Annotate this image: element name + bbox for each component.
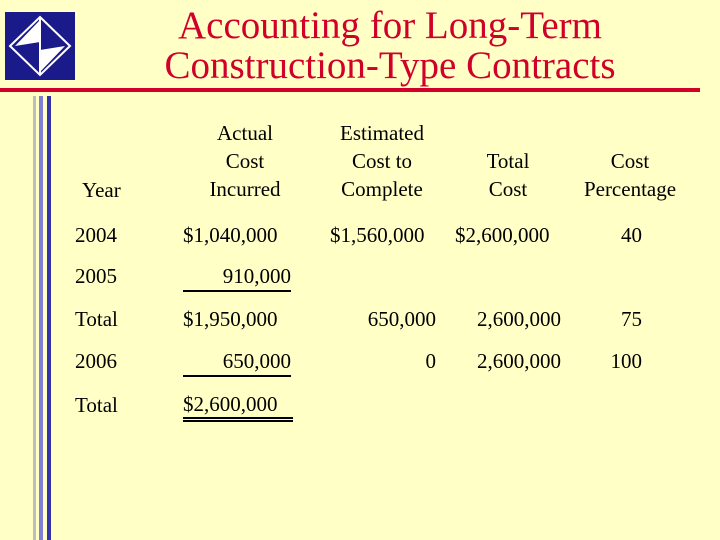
header-percentage-line: Cost	[610, 149, 650, 173]
decorative-bar	[39, 96, 43, 540]
row-total-cost: 2,600,000	[477, 349, 561, 373]
logo-icon	[5, 12, 75, 80]
row-estimated-cost: $1,560,000	[330, 223, 425, 247]
title-divider	[0, 88, 700, 92]
row-year: 2006	[75, 349, 117, 373]
row-actual-cost: 650,000	[183, 347, 291, 377]
row-year: 2004	[75, 223, 117, 247]
header-percentage-line: Percentage	[583, 177, 677, 201]
row-cost-percentage: 75	[621, 307, 642, 331]
header-cost-percentage	[565, 147, 695, 203]
header-estimated-line: Cost to	[351, 149, 413, 173]
decorative-bar	[47, 96, 51, 540]
title-line-2: Construction-Type Contracts	[164, 44, 616, 87]
header-total-cost	[458, 147, 558, 203]
row-actual-cost: $1,040,000	[183, 223, 278, 247]
row-estimated-cost: 0	[425, 349, 436, 373]
row-cost-percentage: 40	[621, 223, 642, 247]
page-title	[85, 6, 695, 86]
header-estimated-cost	[312, 119, 452, 203]
title-line-1: Accounting for Long-Term	[178, 4, 602, 47]
header-actual-line: Cost	[225, 149, 265, 173]
row-actual-cost: $2,600,000	[183, 391, 293, 422]
header-actual-line: Actual	[217, 121, 273, 145]
row-actual-cost: $1,950,000	[183, 307, 278, 331]
header-estimated-line: Estimated	[340, 121, 424, 145]
row-year: 2005	[75, 264, 117, 288]
row-year: Total	[75, 393, 118, 417]
header-total-line: Cost	[488, 177, 528, 201]
header-actual-line: Incurred	[209, 177, 281, 201]
decorative-bar	[33, 96, 36, 540]
row-actual-cost: 910,000	[183, 262, 291, 292]
header-year: Year	[82, 178, 121, 202]
row-total-cost: $2,600,000	[455, 223, 550, 247]
header-total-line: Total	[486, 149, 530, 173]
row-total-cost: 2,600,000	[477, 307, 561, 331]
row-cost-percentage: 100	[610, 349, 642, 373]
row-estimated-cost: 650,000	[367, 307, 436, 331]
header-estimated-line: Complete	[341, 177, 423, 201]
row-year: Total	[75, 307, 118, 331]
header-actual-cost	[180, 119, 310, 203]
